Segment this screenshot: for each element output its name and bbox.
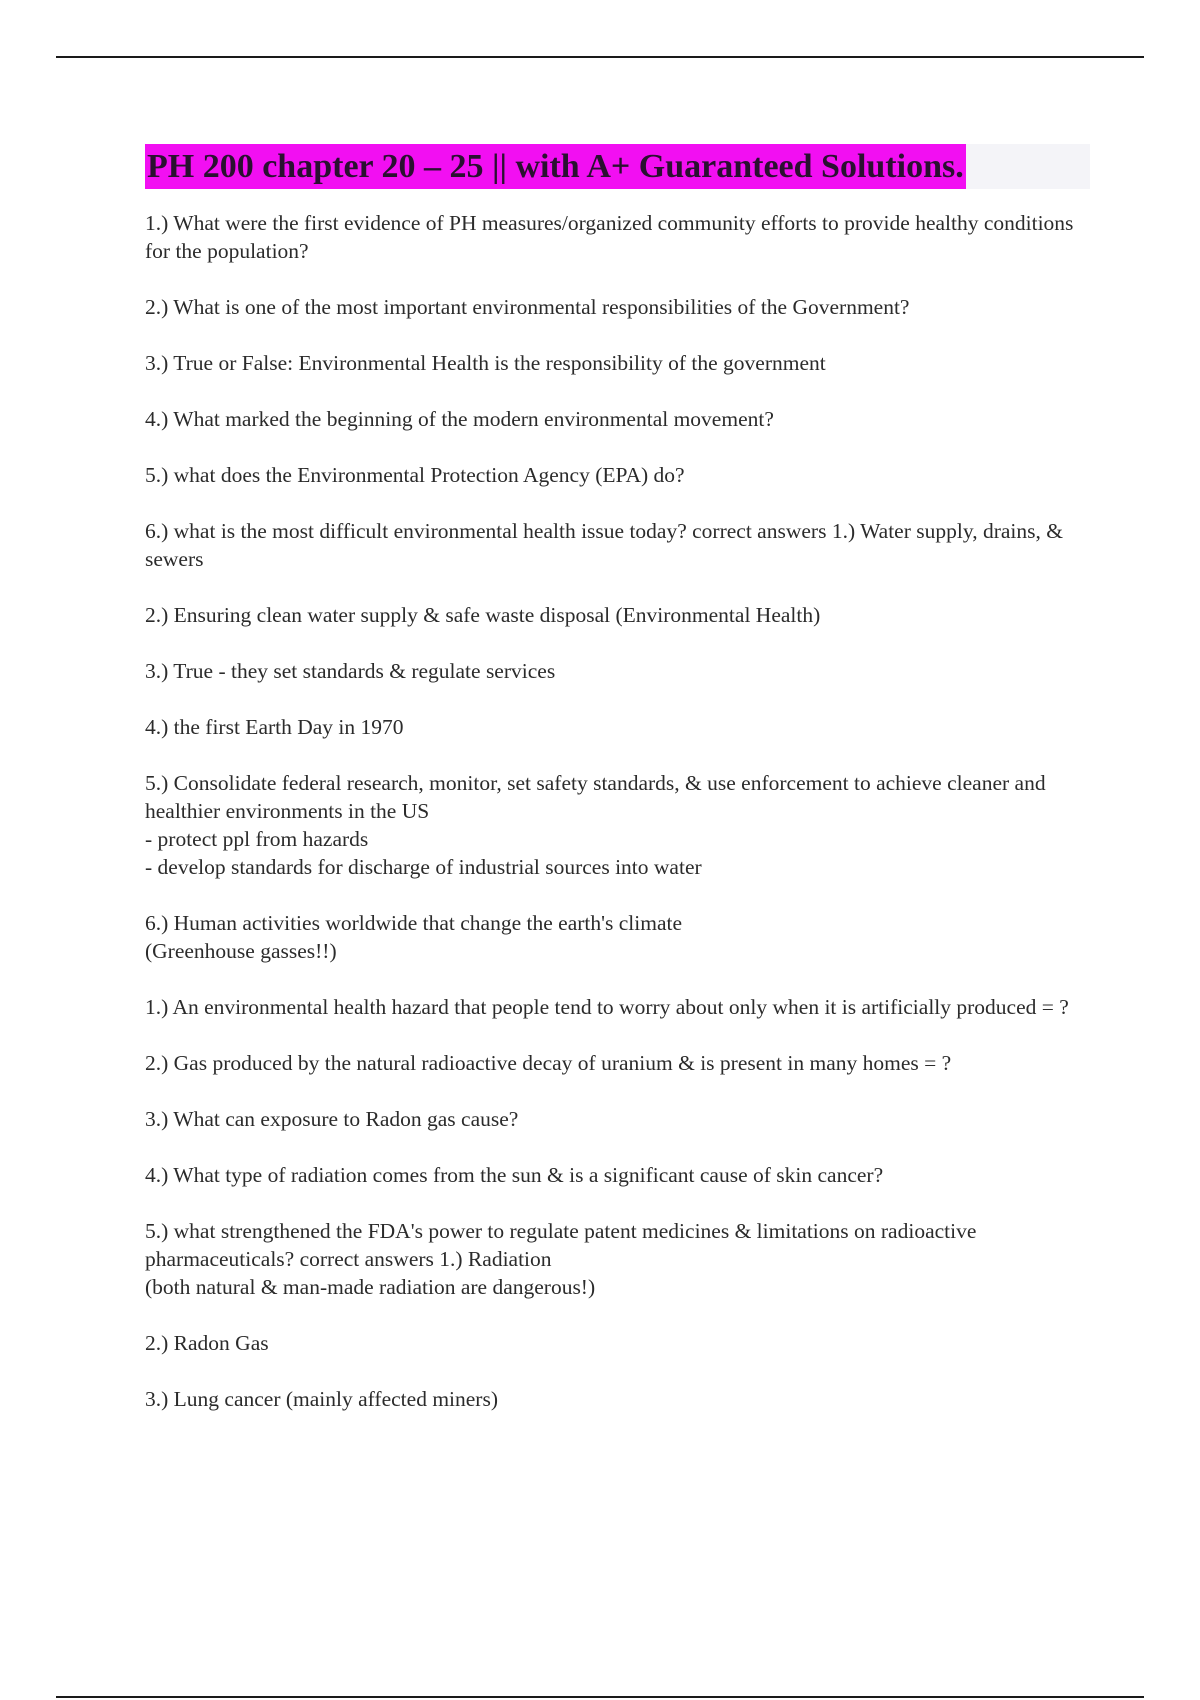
answer-5: 5.) Consolidate federal research, monitor, set safety standards, & use enforcement to achieve cleaner and healthier environments in the US - protect ppl from hazards - develop standards for discharge of industrial sources into water	[145, 771, 1046, 879]
document-body	[145, 144, 1090, 1441]
question-b5-with-answer-1: 5.) what strengthened the FDA's power to regulate patent medicines & limitations on radioactive pharmaceuticals? correct answers 1.) Radiation (both natural & man-made radiation are dangerous!)	[145, 1219, 977, 1299]
answer-3: 3.) True - they set standards & regulate services	[145, 659, 556, 683]
question-2: 2.) What is one of the most important environmental responsibilities of the Government?	[145, 295, 910, 319]
question-b3: 3.) What can exposure to Radon gas cause?	[145, 1107, 519, 1131]
document-title: PH 200 chapter 20 – 25 || with A+ Guaranteed Solutions.	[145, 144, 966, 189]
answer-2: 2.) Ensuring clean water supply & safe waste disposal (Environmental Health)	[145, 603, 821, 627]
bottom-rule	[56, 1696, 1144, 1698]
question-b2: 2.) Gas produced by the natural radioactive decay of uranium & is present in many homes = ?	[145, 1051, 952, 1075]
top-rule	[56, 56, 1144, 58]
answer-4: 4.) the first Earth Day in 1970	[145, 715, 404, 739]
question-4: 4.) What marked the beginning of the modern environmental movement?	[145, 407, 774, 431]
question-5: 5.) what does the Environmental Protection Agency (EPA) do?	[145, 463, 685, 487]
question-6-with-answer-1: 6.) what is the most difficult environmental health issue today? correct answers 1.) Water supply, drains, & sewers	[145, 519, 1063, 571]
question-b1: 1.) An environmental health hazard that people tend to worry about only when it is artificially produced = ?	[145, 995, 1069, 1019]
title-bar	[145, 144, 1090, 189]
question-1: 1.) What were the first evidence of PH measures/organized community efforts to provide healthy conditions for the population?	[145, 211, 1074, 263]
answer-6: 6.) Human activities worldwide that change the earth's climate (Greenhouse gasses!!)	[145, 911, 683, 963]
answer-b3: 3.) Lung cancer (mainly affected miners)	[145, 1387, 498, 1411]
question-b4: 4.) What type of radiation comes from the sun & is a significant cause of skin cancer?	[145, 1163, 884, 1187]
answer-b2: 2.) Radon Gas	[145, 1331, 269, 1355]
question-3: 3.) True or False: Environmental Health is the responsibility of the government	[145, 351, 826, 375]
